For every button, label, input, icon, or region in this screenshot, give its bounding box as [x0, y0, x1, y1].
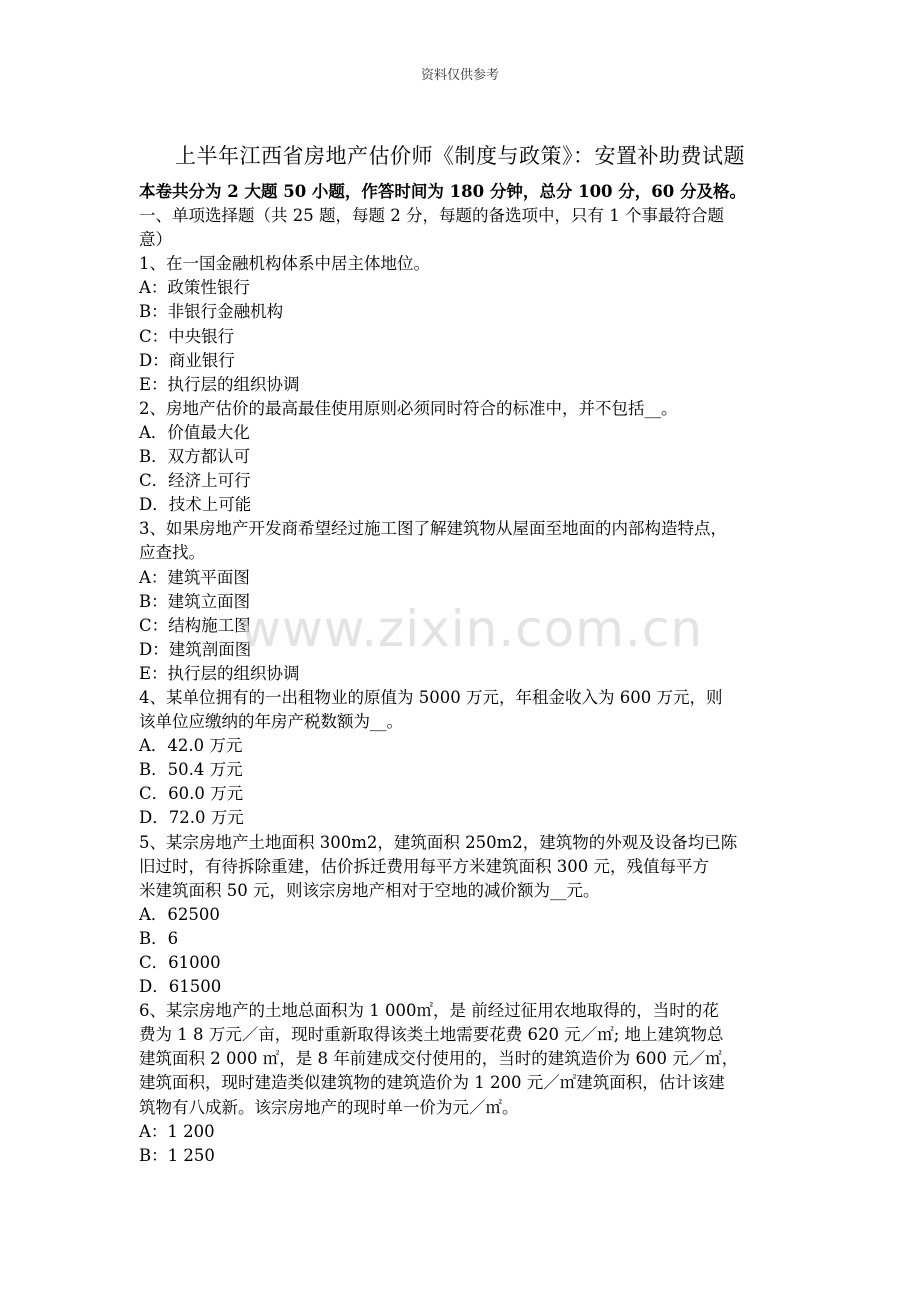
question-6-cont: 建筑面积，现时建造类似建筑物的建筑造价为 1 200 元／㎡建筑面积，估计该建 — [139, 1073, 725, 1093]
document-title: 上半年江西省房地产估价师《制度与政策》：安置补助费试题 — [175, 144, 745, 168]
question-6-cont: 费为 1 8 万元／亩，现时重新取得该类土地需要花费 620 元／㎡; 地上建筑物总 — [139, 1025, 724, 1045]
q5-option: A．62500 — [139, 904, 220, 924]
q4-option: C．60.0 万元 — [139, 784, 244, 804]
q4-option: D．72.0 万元 — [139, 808, 244, 828]
q1-option: E：执行层的组织协调 — [139, 374, 300, 394]
q1-option: C：中央银行 — [139, 326, 235, 346]
q3-option: B：建筑立面图 — [139, 591, 251, 611]
q1-option: D：商业银行 — [139, 350, 235, 370]
question-4: 4、某单位拥有的一出租物业的原值为 5000 万元，年租金收入为 600 万元，则 — [139, 687, 723, 707]
question-4-cont: 该单位应缴纳的年房产税数额为__。 — [139, 712, 403, 732]
question-6-cont: 建筑面积 2 000 ㎡，是 8 年前建成交付使用的，当时的建筑造价为 600 元／㎡， — [139, 1049, 739, 1069]
q5-option: C．61000 — [139, 953, 221, 972]
question-6-cont: 筑物有八成新。该宗房地产的现时单一价为元／㎡。 — [139, 1097, 519, 1117]
question-1: 1、在一国金融机构体系中居主体地位。 — [139, 254, 430, 274]
q5-option: B．6 — [139, 928, 179, 948]
watermark: www.zixin.com.cn — [240, 600, 704, 658]
q3-option: A：建筑平面图 — [139, 567, 250, 587]
q3-option: D：建筑剖面图 — [139, 639, 252, 659]
exam-content — [139, 180, 789, 1168]
q3-option: E：执行层的组织协调 — [139, 663, 300, 683]
section-heading-cont: 意） — [139, 230, 172, 250]
question-5-cont: 米建筑面积 50 元，则该宗房地产相对于空地的减价额为__元。 — [139, 880, 600, 900]
question-3: 3、如果房地产开发商希望经过施工图了解建筑物从屋面至地面的内部构造特点， — [139, 519, 727, 539]
q2-option: A．价值最大化 — [139, 422, 250, 442]
q6-option: A：1 200 — [139, 1121, 215, 1141]
q5-option: D．61500 — [139, 977, 222, 997]
q4-option: B．50.4 万元 — [139, 760, 243, 780]
section-heading: 一、单项选择题（共 25 题，每题 2 分，每题的备选项中，只有 1 个事最符合题 — [139, 206, 724, 226]
question-5: 5、某宗房地产土地面积 300m2，建筑面积 250m2，建筑物的外观及设备均已陈 — [139, 832, 738, 852]
question-5-cont: 旧过时，有待拆除重建，估价拆迁费用每平方米建筑面积 300 元，残值每平方 — [139, 856, 709, 876]
question-2: 2、房地产估价的最高最佳使用原则必须同时符合的标准中，并不包括__。 — [139, 398, 678, 418]
q3-option: C：结构施工图 — [139, 615, 251, 635]
header-note: 资料仅供参考 — [420, 68, 499, 83]
q6-option: B：1 250 — [139, 1145, 215, 1165]
question-3-cont: 应查找。 — [139, 543, 205, 563]
q2-option: D．技术上可能 — [139, 495, 252, 515]
q2-option: C．经济上可行 — [139, 471, 251, 491]
q1-option: B：非银行金融机构 — [139, 302, 284, 322]
q1-option: A：政策性银行 — [139, 278, 250, 298]
exam-intro: 本卷共分为 2 大题 50 小题，作答时间为 180 分钟，总分 100 分，60 分及格。 — [139, 182, 746, 201]
question-6: 6、某宗房地产的土地总面积为 1 000㎡，是 前经过征用农地取得的，当时的花 — [139, 1001, 719, 1021]
q2-option: B．双方都认可 — [139, 447, 251, 467]
q4-option: A．42.0 万元 — [139, 736, 243, 756]
